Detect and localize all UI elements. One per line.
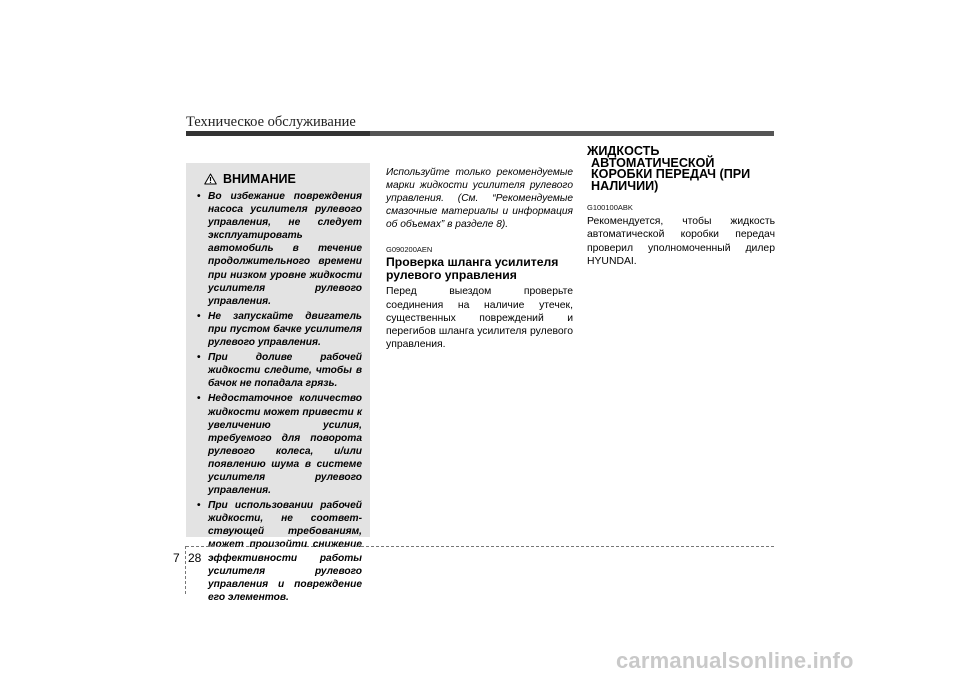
section-title-line: ЖИДКОСТЬ: [587, 144, 660, 158]
section-title: [587, 146, 775, 192]
chapter-number: 7: [173, 551, 180, 565]
warning-triangle-icon: [204, 173, 217, 185]
section-body: Перед выездом проверьте соединения на наличие утечек, существенных повреждений и перегибов шланга усилителя рулевого управления.: [386, 286, 573, 350]
header-rule-accent: [186, 131, 370, 136]
section-code: G090200AEN: [386, 245, 433, 255]
page-number: 28: [188, 551, 202, 565]
warning-item: • При доливе рабочей жидкости следите, чтобы в бачок не попадала грязь.: [196, 351, 362, 390]
section-body: Рекомендуется, чтобы жидкость автоматической коробки передач проверил уполномоченный дилер HYUNDAI.: [587, 216, 775, 267]
section-title: Проверка шланга усилителя рулевого управления: [386, 255, 559, 283]
warning-title: [204, 171, 362, 187]
warning-item: • Во избежание повреждения насоса усилителя рулевого управления, не следует эксплуатировать автомобиль в течение продолжительного времени при низком уровне жидкости усилителя рулевого управления.: [196, 190, 362, 308]
warning-title-text: ВНИМАНИЕ: [223, 172, 296, 186]
warning-item: • Не запускайте двигатель при пустом бачке усилителя рулевого управления.: [196, 310, 362, 349]
warning-item: • При использовании рабочей жидкости, не соответ-ствующей требованиям, может произойти снижение эффективности работы усилителя рулевого управления и повреждение его элементов.: [196, 499, 362, 604]
page-header: Техническое обслуживание: [186, 114, 356, 130]
header-rule: [186, 131, 774, 136]
warning-list: [196, 190, 362, 604]
right-column: [587, 146, 775, 268]
footer-rule: [186, 546, 774, 547]
watermark: carmanualsonline.info: [616, 648, 854, 673]
section-code: G100100ABK: [587, 203, 633, 213]
footer-divider: [185, 546, 186, 594]
section-title-line: АВТОМАТИЧЕСКОЙ КОРОБКИ ПЕРЕДАЧ (ПРИ НАЛИЧИИ): [591, 155, 751, 193]
middle-column: [386, 166, 573, 351]
warning-item: • Недостаточное количество жидкости может привести к увеличению усилия, требуемого для поворота рулевого колеса, и/или появлению шума в системе усилителя рулевого управления.: [196, 392, 362, 497]
fluid-note: Используйте только рекомендуемые марки жидкости усилителя рулевого управления. (См. “Рекомендуемые смазочные материалы и информация об объемах” в разделе 8).: [386, 167, 573, 231]
